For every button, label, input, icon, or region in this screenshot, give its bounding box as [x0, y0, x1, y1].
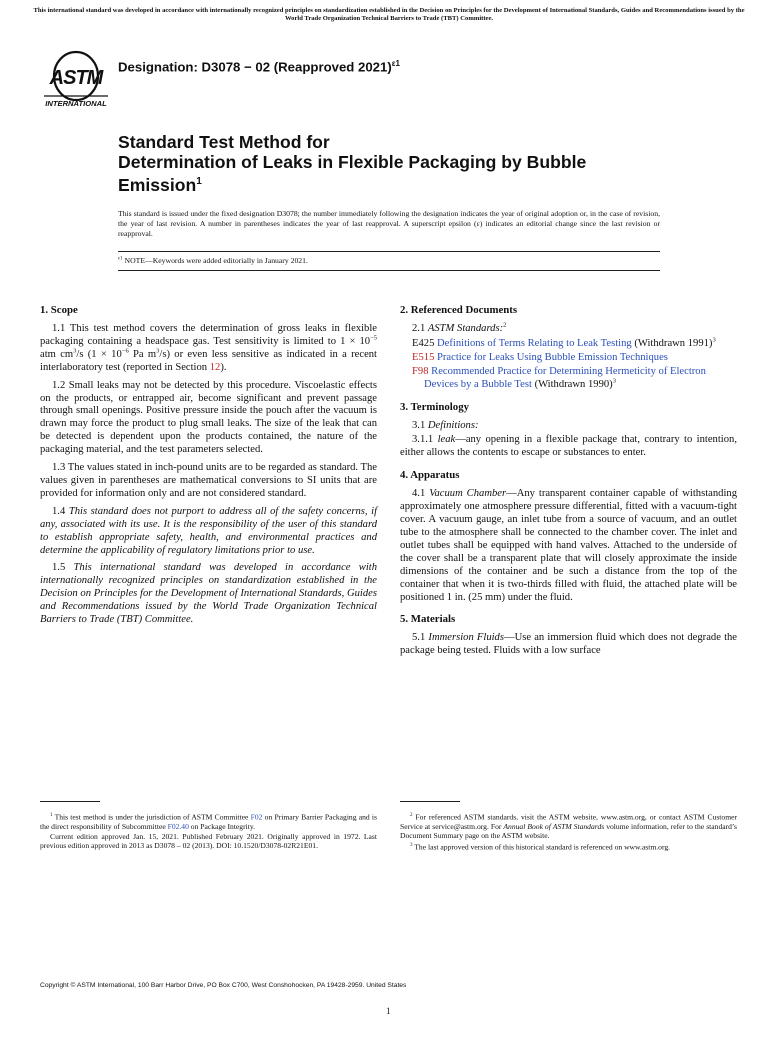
reference-e515-link[interactable]: Practice for Leaks Using Bubble Emission Techniques: [437, 351, 668, 363]
footnote-divider-left: [40, 801, 100, 802]
reference-e515: [412, 352, 737, 365]
left-column: [40, 304, 377, 632]
subcommittee-f02-40-link[interactable]: F02.40: [167, 821, 189, 831]
reference-e425: E425 Definitions of Terms Relating to Leak Testing (Withdrawn 1991)$^3$: [412, 336, 716, 349]
reference-f98: F98 Recommended Practice for Determining Hermeticity of Electron Devices by a Bubble Test (Withdrawn 1990)$^3$: [412, 365, 706, 390]
page-number: 1: [386, 1006, 391, 1016]
intro-divider: [118, 251, 660, 252]
section-terminology-heading: 3. Terminology: [400, 400, 469, 413]
document-title: Standard Test Method for Determination of Leaks in Flexible Packaging by Bubble Emission$^1$: [118, 132, 587, 195]
section-references-heading: 2. Referenced Documents: [400, 304, 518, 316]
editorial-note: $^{\varepsilon 1}$ NOTE—Keywords were added editorially in January 2021.: [118, 256, 308, 265]
section-12-link[interactable]: 12: [209, 361, 221, 373]
paragraph-5-1: 5.1 Immersion Fluids—Use an immersion fluid which does not degrade the package being tested. Fluids with a low surface: [400, 632, 738, 657]
section-apparatus-heading: 4. Apparatus: [400, 469, 460, 482]
trade-notice: This international standard was developed in accordance with internationally recognized principles on standardization established in the Decision on Principles for the Development of International Standards, Guides and Recommendations issued by the World Trade Organization Technical Barriers to Trade (TBT) Committee.: [33, 7, 745, 22]
paragraph-1-3: 1.3 The values stated in inch-pound units are to be regarded as standard. The values given in parentheses are mathematical conversions to SI units that are provided for information only and are not considered standard.: [40, 462, 377, 499]
paragraph-1-1: 1.1 This test method covers the determination of gross leaks in flexible packaging containing a headspace gas. Test sensitivity is limited to $1 \times 10^{-5}$ atm $cm^3/s$ ($1 \times 10^{-6}$ Pa $m^3/s$) or even less sensitive as indicated in a recent interlaboratory test (reported in Section 12).: [40, 323, 378, 373]
paragraph-1-2: 1.2 Small leaks may not be detected by this procedure. Viscoelastic effects on the products, or entrapped air, become significant and prevent passage through small openings. Positive pressure inside the pouch after the vacuum is drawn may force the product to plug small leaks. The size of the leak that can be detected is dependent upon the products contained, the nature of the packaging material, and the test parameters selected.: [40, 379, 377, 456]
reference-e515-code[interactable]: E515: [412, 351, 438, 363]
committee-f02-link[interactable]: F02: [250, 812, 263, 822]
astm-logo-subtext: INTERNATIONAL: [45, 99, 107, 108]
definitions-subheading: 3.1 Definitions:: [412, 419, 479, 431]
section-materials-heading: 5. Materials: [400, 613, 456, 626]
copyright-line: Copyright © ASTM International, 100 Barr Harbor Drive, PO Box C700, West Conshohocken, PA 19428-2959. United States: [40, 982, 407, 989]
paragraph-1-4: 1.4 This standard does not purport to address all of the safety concerns, if any, associated with its use. It is the responsibility of the user of this standard to establish appropriate safety, health, and environmental practices and determine the applicability of regulatory limitations prior to use.: [40, 505, 378, 556]
astm-standards-subheading: 2.1 ASTM Standards:$^2$: [412, 321, 507, 334]
note-divider: [118, 270, 660, 271]
footnote-divider-right: [400, 801, 460, 802]
astm-logo: [40, 50, 112, 110]
paragraph-1-5: 1.5 This international standard was developed in accordance with internationally recognized principles on standardization established in the Decision on Principles for the Development of International Standards, Guides and Recommendations issued by the World Trade Organization Technical Barriers to Trade (TBT) Committee.: [40, 562, 378, 626]
section-scope-heading: 1. Scope: [40, 304, 78, 316]
designation: Designation: D3078 − 02 (Reapproved 2021)$^{\varepsilon 1}$: [118, 59, 400, 75]
footnotes-left: $^1$ This test method is under the jurisdiction of ASTM Committee F02 on Primary Barrier Packaging and is the direct responsibility of Subcommittee F02.40 on Package Integrity. Current edition approved Jan. 15, 2021. Published February 2021. Originally approved in 1972. Last previous edition approved in 2013 as D3078 – 02 (2013). DOI: 10.1520/D3078-02R21E01.: [40, 812, 377, 851]
reference-f98-code[interactable]: F98: [412, 365, 432, 377]
astm-logo-text: ASTM: [49, 67, 103, 89]
paragraph-4-1: 4.1 Vacuum Chamber—Any transparent container capable of withstanding approximately one atmosphere pressure differential, fitted with a vacuum-tight cover. A vacuum gauge, an inlet tube from a source of vacuum, and an outlet tube to the atmosphere shall be connected to the chamber cover. The inlet and outlet tubes shall be equipped with hand valves. Attached to the underside of the cover shall be a transparent plate that will closely approximate the inside dimensions of the container and be such a distance from the top of the container that when it is two-thirds filled with fluid, the attached plate will be positioned 1 in. (25 mm) under the fluid.: [400, 488, 738, 603]
designation-intro: This standard is issued under the fixed designation D3078; the number immediately following the designation indicates the year of original adoption or, in the case of revision, the year of last revision. A number in parentheses indicates the year of last reapproval. A superscript epsilon (ε) indicates an editorial change since the last revision or reapproval.: [118, 209, 660, 239]
right-column: [400, 304, 737, 663]
reference-e425-link[interactable]: Definitions of Terms Relating to Leak Testing: [437, 337, 632, 349]
footnotes-right: $^2$ For referenced ASTM standards, visit the ASTM website, www.astm.org, or contact ASTM Customer Service at service@astm.org. For Annual Book of ASTM Standards volume information, refer to the standard’s Document Summary page on the ASTM website. $^3$ The last approved version of this historical standard is referenced on www.astm.org.: [400, 812, 737, 852]
definition-leak: 3.1.1 leak—any opening in a flexible package that, contrary to intention, either allows the contents to escape or substances to enter.: [400, 434, 737, 459]
reference-f98-link[interactable]: Recommended Practice for Determining Hermeticity of Electron Devices by a Bubble Test: [424, 365, 706, 390]
